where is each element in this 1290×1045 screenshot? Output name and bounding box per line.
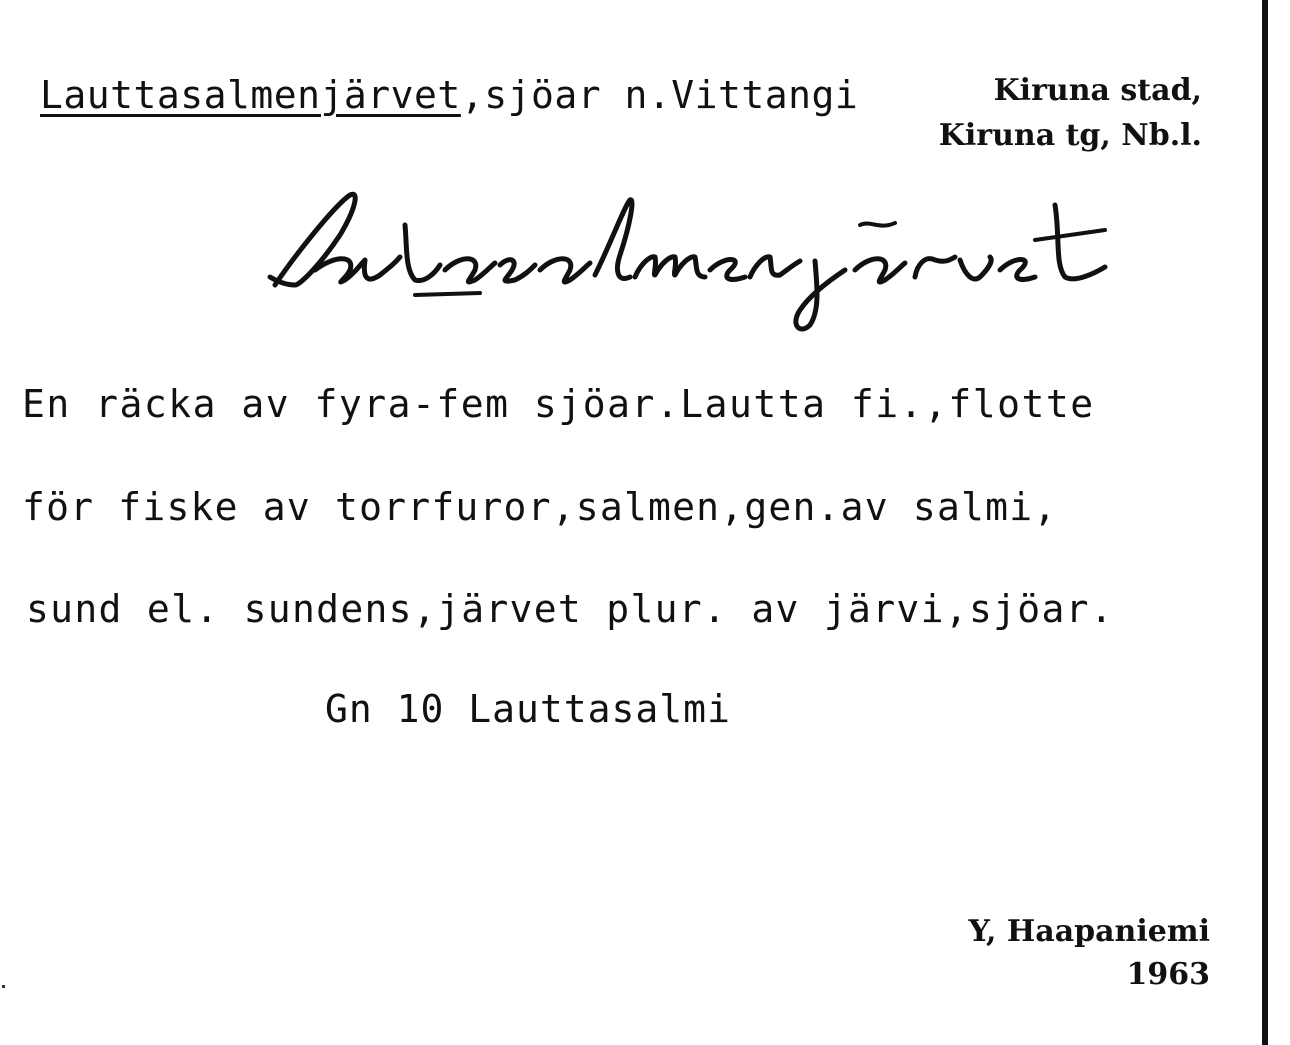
reference-line: Gn 10 Lauttasalmi xyxy=(325,687,731,731)
year: 1963 xyxy=(1126,957,1210,992)
author: Y, Haapaniemi xyxy=(968,914,1210,949)
location-line-2: Kiruna tg, Nb.l. xyxy=(938,118,1202,153)
headword: Lauttasalmenjärvet xyxy=(40,73,461,117)
headline xyxy=(40,73,859,117)
scan-speck xyxy=(2,985,5,988)
card-edge-border xyxy=(1262,0,1268,1045)
body-line-1: En räcka av fyra-fem sjöar.Lautta fi.,flotte xyxy=(22,382,1095,426)
location-line-1: Kiruna stad, xyxy=(993,73,1202,108)
handwritten-name xyxy=(255,185,1155,335)
body-line-2: för fiske av torrfuror,salmen,gen.av salmi, xyxy=(22,485,1058,529)
body-line-3: sund el. sundens,järvet plur. av järvi,sjöar. xyxy=(26,587,1115,631)
headline-rest: ,sjöar n.Vittangi xyxy=(460,73,859,117)
